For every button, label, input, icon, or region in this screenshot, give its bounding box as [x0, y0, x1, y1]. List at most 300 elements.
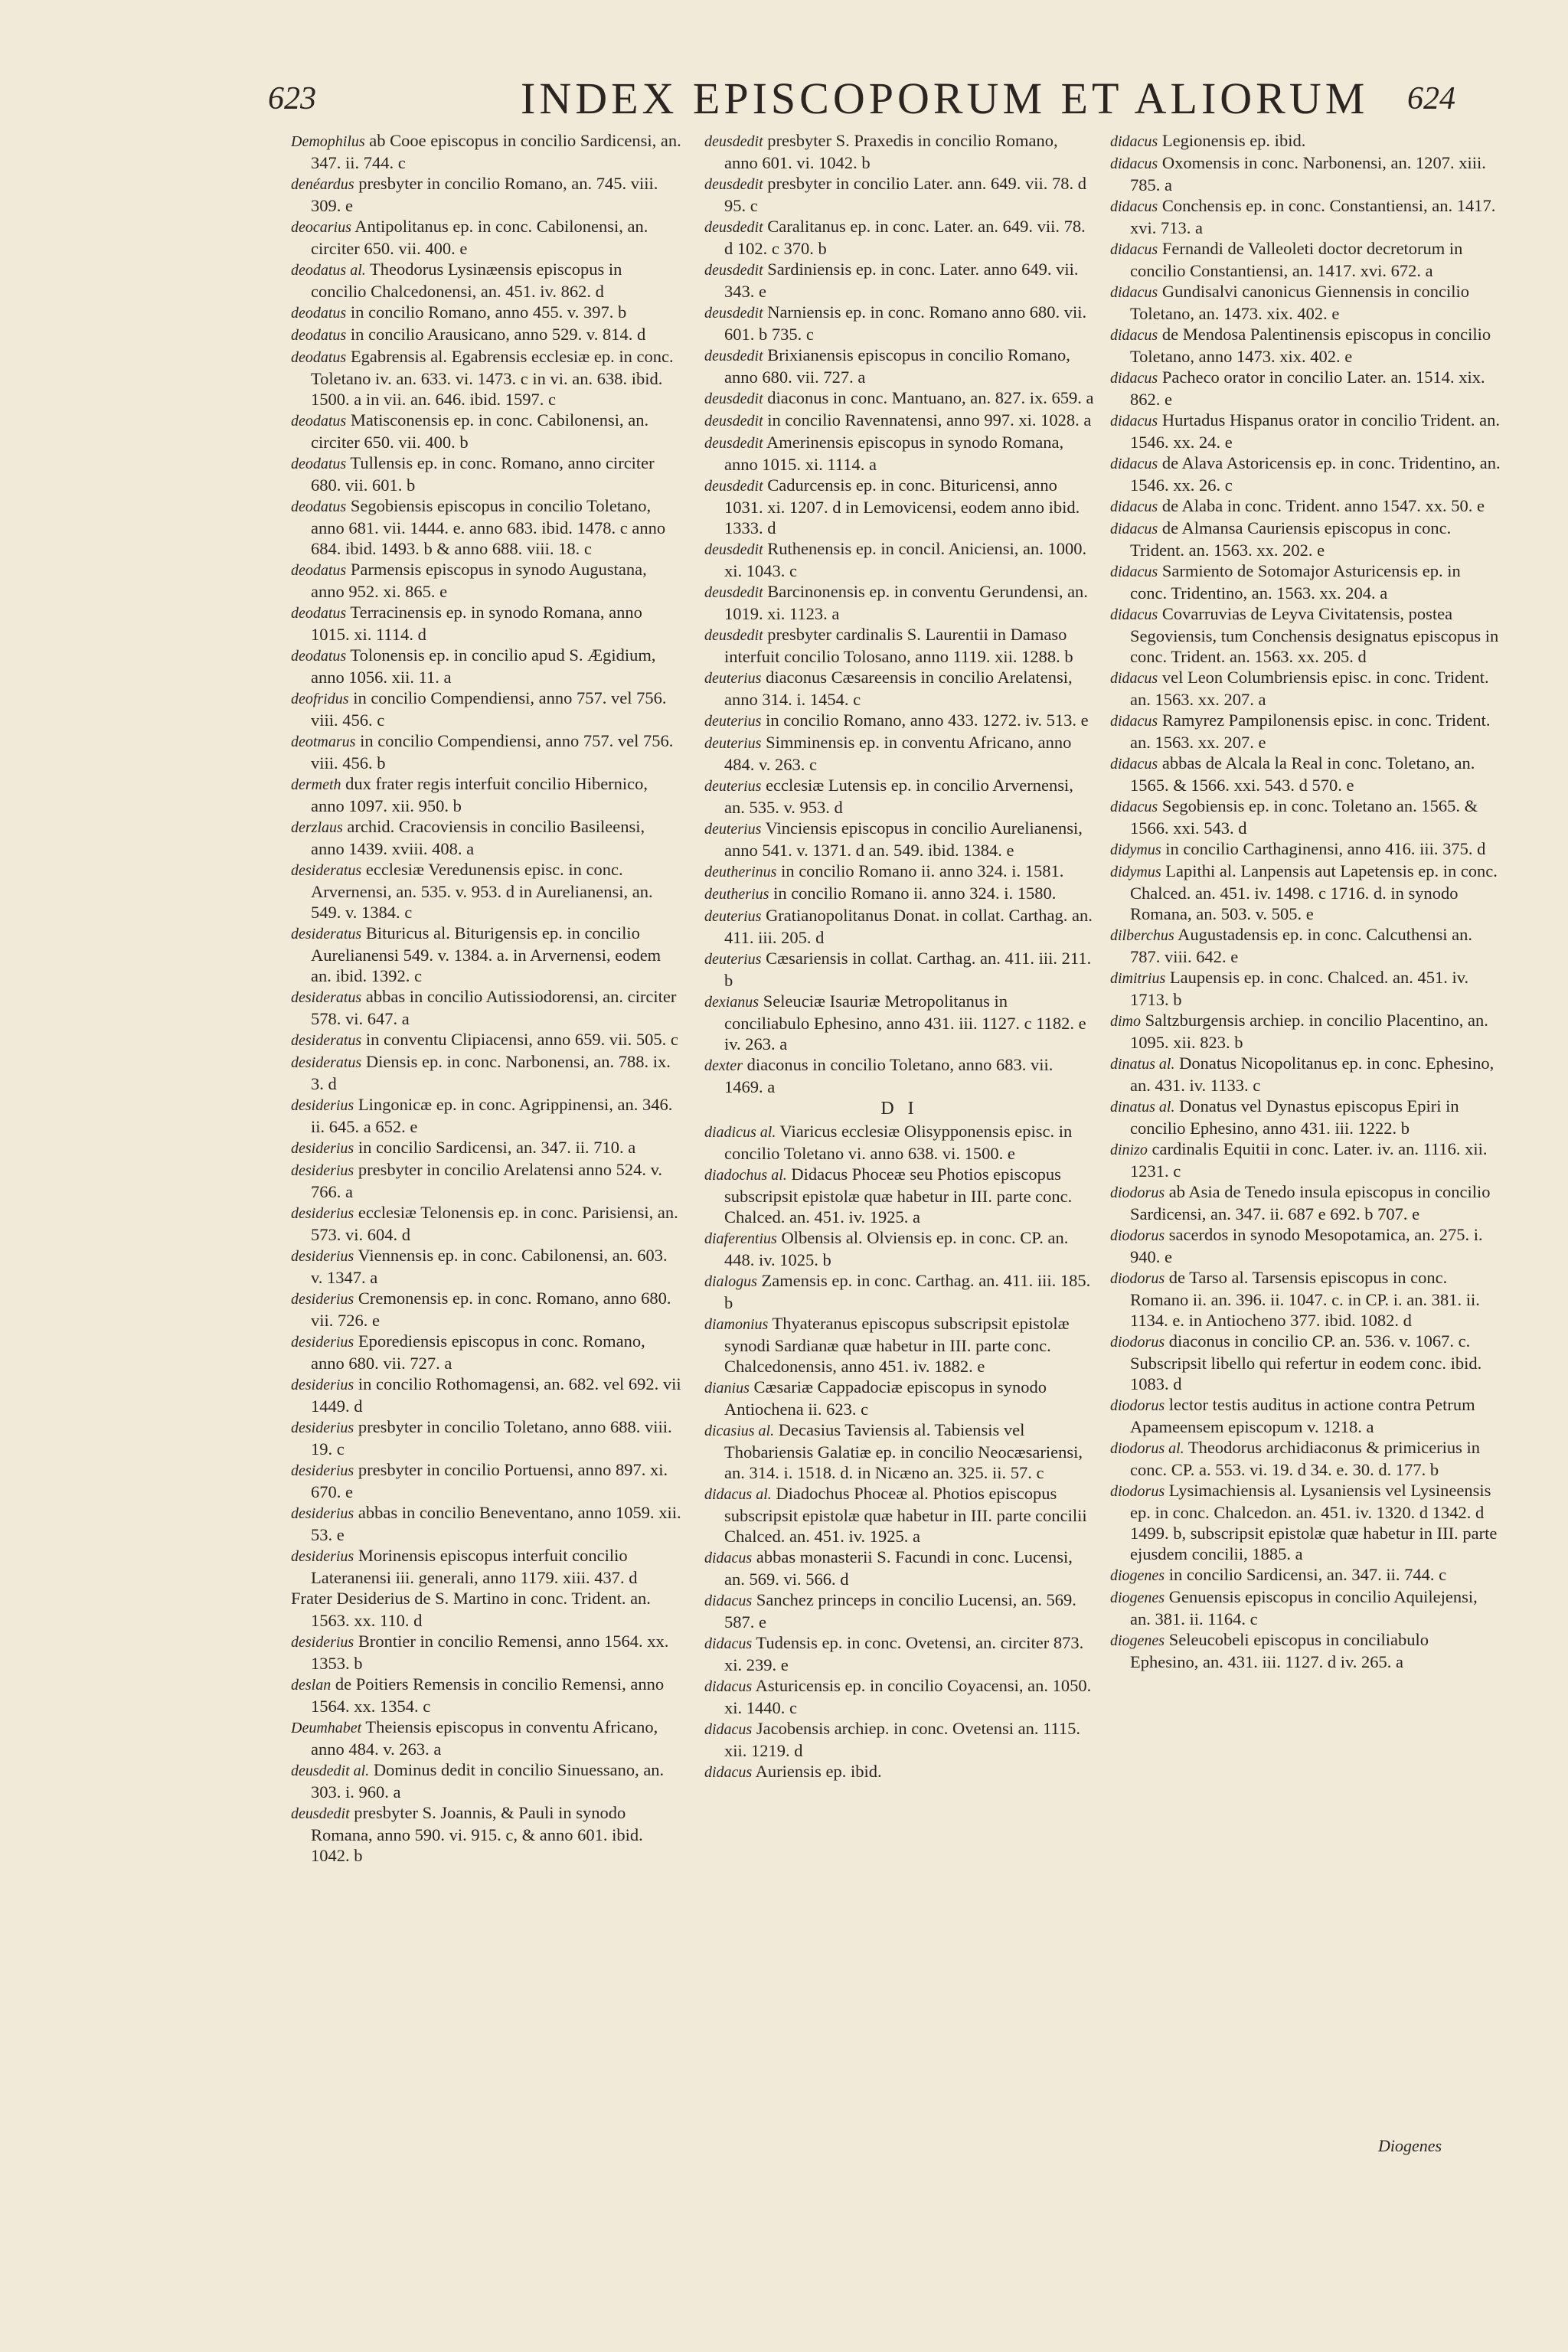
entry-text: Didacus Phoceæ seu Photios episcopus subscripsit epistolæ quæ habetur in III. parte conc. Chalced. an. 451. iv. 1925. a [724, 1165, 1073, 1227]
entry-text: Tullensis ep. in conc. Romano, anno circiter 680. vii. 601. b [311, 453, 655, 495]
entry-name: diamonius [704, 1316, 769, 1333]
entry-name: deodatus al. [291, 262, 366, 279]
entry-name: didacus [1110, 713, 1158, 730]
index-entry [1110, 1480, 1501, 1564]
entry-text: Ramyrez Pampilonensis episc. in conc. Trident. an. 1563. xx. 207. e [1130, 710, 1491, 752]
entry-name: deusdedit [704, 176, 763, 193]
entry-text: Narniensis ep. in conc. Romano anno 680. vii. 601. b 735. c [724, 302, 1087, 344]
index-entry [1110, 1053, 1501, 1096]
entry-text: Egabrensis al. Egabrensis ecclesiæ ep. in conc. Toletano iv. an. 633. vi. 1473. c in vi. an. 638. ibid. 1500. a in vii. an. 646. ibid. 1597. c [311, 347, 674, 409]
entry-text: Vinciensis episcopus in concilio Aurelianensi, anno 541. v. 1371. d an. 549. ibid. 1384. e [724, 818, 1083, 860]
index-entry [1110, 495, 1501, 518]
index-entry [704, 1761, 1095, 1783]
entry-name: didacus [1110, 327, 1158, 344]
entry-name: deusdedit [704, 541, 763, 558]
entry-text: Diensis ep. in conc. Narbonensi, an. 788. ix. 3. d [311, 1052, 671, 1093]
entry-name: didacus [1110, 155, 1158, 172]
entry-text: presbyter in concilio Arelatensi anno 524. v. 766. a [311, 1160, 663, 1201]
entry-text: Brixianensis episcopus in concilio Romano, anno 680. vii. 727. a [724, 345, 1070, 387]
entry-name: dinatus al. [1110, 1056, 1175, 1073]
index-entry [1110, 1267, 1501, 1331]
index-entry [291, 816, 681, 859]
index-entry [704, 1313, 1095, 1377]
index-entry [1110, 1138, 1501, 1181]
index-entry [704, 1270, 1095, 1313]
entry-text: presbyter S. Joannis, & Pauli in synodo Romana, anno 590. vi. 915. c, & anno 601. ibid. 1042. b [311, 1803, 643, 1865]
entry-name: deusdedit [704, 133, 763, 150]
index-entry [704, 1632, 1095, 1675]
entry-text: Viaricus ecclesiæ Olisypponensis episc. in concilio Toletano vi. anno 638. vi. 1500. e [724, 1122, 1073, 1163]
entry-name: desiderius [291, 1140, 354, 1157]
entry-text: Diadochus Phoceæ al. Photios episcopus subscripsit epistolæ quæ habetur in III. parte concilii Chalced. an. 451. iv. 1925. a [724, 1484, 1087, 1546]
entry-text: in concilio Compendiensi, anno 757. vel 756. viii. 456. c [311, 688, 667, 730]
entry-text: Lapithi al. Lanpensis aut Lapetensis ep. in conc. Chalced. an. 451. iv. 1498. c 1716. d. in synodo Romana, an. 503. v. 505. e [1130, 861, 1498, 923]
entry-name: didacus [1110, 521, 1158, 537]
entry-name: deodatus [291, 413, 347, 430]
entry-text: Decasius Taviensis al. Tabiensis vel Thobariensis Galatiæ ep. in concilio Neocæsariensi, an. 314. i. 1518. d. in Nicæno an. 325. ii. 57. c [724, 1420, 1083, 1482]
entry-name: dimo [1110, 1013, 1141, 1030]
entry-name: didymus [1110, 841, 1161, 858]
index-entry [1110, 195, 1501, 238]
entry-text: vel Leon Columbriensis episc. in conc. Trident. an. 1563. xx. 207. a [1130, 668, 1489, 709]
entry-text: Antipolitanus ep. in conc. Cabilonensi, an. circiter 650. vii. 400. e [311, 217, 648, 258]
entry-name: dinizo [1110, 1142, 1148, 1158]
entry-name: diodorus [1110, 1397, 1165, 1414]
index-entry [704, 732, 1095, 775]
entry-name: desiderius [291, 1462, 354, 1479]
entry-name: deodatus [291, 605, 347, 622]
entry-name: didacus [1110, 670, 1158, 687]
index-entry [704, 1227, 1095, 1270]
index-entry [1110, 130, 1501, 152]
entry-text: diaconus in conc. Mantuano, an. 827. ix. 659. a [763, 388, 1094, 407]
index-entry [704, 130, 1095, 173]
page-header [0, 73, 1568, 134]
index-entry [291, 1288, 681, 1331]
index-entry [1110, 1586, 1501, 1629]
entry-name: deuterius [704, 713, 762, 730]
index-entry [291, 1094, 681, 1137]
entry-text: Donatus vel Dynastus episcopus Epiri in concilio Ephesino, anno 431. iii. 1222. b [1130, 1096, 1459, 1138]
entry-name: didacus [704, 1635, 753, 1652]
entry-name: deutherius [704, 886, 769, 903]
index-entry [291, 773, 681, 816]
entry-name: diodorus [1110, 1270, 1165, 1287]
index-entry [704, 216, 1095, 259]
entry-name: deodatus [291, 456, 347, 472]
index-entry [1110, 1394, 1501, 1437]
index-entry [704, 475, 1095, 538]
entry-name: deodatus [291, 349, 347, 366]
entry-text: Sanchez princeps in concilio Lucensi, an. 569. 587. e [724, 1590, 1076, 1632]
index-entry [291, 1374, 681, 1416]
entry-name: desideratus [291, 862, 362, 879]
entry-name: deusdedit [704, 305, 763, 322]
index-entry [1110, 967, 1501, 1010]
index-entry [291, 130, 681, 173]
index-entry [291, 302, 681, 324]
entry-text: Segobiensis episcopus in concilio Toletano, anno 681. vii. 1444. e. anno 683. ibid. 1478. c anno 684. ibid. 1493. b & anno 688. viii. 18. c [311, 496, 666, 558]
entry-name: deodatus [291, 305, 347, 322]
index-entry [1110, 410, 1501, 452]
entry-text: abbas in concilio Autissiodorensi, an. circiter 578. vi. 647. a [311, 987, 677, 1028]
index-entry [704, 818, 1095, 861]
entry-name: deusdedit [704, 219, 763, 236]
entry-name: desiderius [291, 1205, 354, 1222]
index-entry [704, 1589, 1095, 1632]
entry-name: deuterius [704, 908, 762, 925]
entry-name: deusdedit [704, 627, 763, 644]
entry-name: deodatus [291, 498, 347, 515]
entry-text: Sardiniensis ep. in conc. Later. anno 649. vii. 343. e [724, 260, 1079, 301]
index-entry [704, 259, 1095, 302]
entry-name: deofridus [291, 691, 349, 707]
entry-name: deuterius [704, 778, 762, 795]
entry-name: deodatus [291, 327, 347, 344]
page-number-left: 623 [268, 81, 316, 116]
entry-text: ecclesiæ Lutensis ep. in concilio Arvernensi, an. 535. v. 953. d [724, 776, 1073, 817]
entry-text: in concilio Romano, anno 433. 1272. iv. 513. e [761, 710, 1089, 730]
entry-text: Segobiensis ep. in conc. Toletano an. 1565. & 1566. xxi. 543. d [1130, 796, 1478, 838]
entry-text: Gratianopolitanus Donat. in collat. Carthag. an. 411. iii. 205. d [724, 906, 1093, 947]
entry-name: diodorus [1110, 1483, 1165, 1500]
index-entry [704, 948, 1095, 991]
entry-text: Seleucobeli episcopus in conciliabulo Ephesino, an. 431. iii. 1127. d iv. 265. a [1130, 1630, 1429, 1671]
entry-text: ab Cooe episcopus in concilio Sardicensi, an. 347. ii. 744. c [311, 131, 681, 172]
entry-name: dimitrius [1110, 970, 1166, 987]
index-entry [704, 861, 1095, 883]
entry-name: deotmarus [291, 733, 356, 750]
entry-text: presbyter in concilio Toletano, anno 688. viii. 19. c [311, 1417, 672, 1459]
index-entry [291, 495, 681, 559]
index-entry [1110, 795, 1501, 838]
index-entry [1110, 452, 1501, 495]
entry-text: diaconus in concilio CP. an. 536. v. 1067. c. Subscripsit libello qui refertur in eodem conc. ibid. 1083. d [1130, 1331, 1482, 1393]
index-entry [1110, 1010, 1501, 1053]
entry-text: Simminensis ep. in conventu Africano, anno 484. v. 263. c [724, 733, 1072, 774]
entry-text: Tudensis ep. in conc. Ovetensi, an. circiter 873. xi. 239. e [724, 1633, 1084, 1674]
index-entry [291, 1416, 681, 1459]
index-entry [704, 1675, 1095, 1718]
index-entry [291, 1631, 681, 1674]
index-entry [704, 1483, 1095, 1547]
entry-name: desiderius [291, 1334, 354, 1351]
entry-text: abbas monasterii S. Facundi in conc. Lucensi, an. 569. vi. 566. d [724, 1547, 1073, 1589]
entry-text: Cæsariæ Cappadociæ episcopus in synodo Antiochena ii. 623. c [724, 1377, 1047, 1419]
entry-text: presbyter in concilio Romano, an. 745. viii. 309. e [311, 174, 658, 215]
index-entry [1110, 1181, 1501, 1224]
entry-name: deusdedit al. [291, 1762, 370, 1779]
entry-text: Saltzburgensis archiep. in concilio Placentino, an. 1095. xii. 823. b [1130, 1011, 1488, 1052]
index-entry [1110, 1564, 1501, 1586]
index-entry [1110, 1096, 1501, 1138]
index-entry [291, 1674, 681, 1717]
entry-text: Tolonensis ep. in concilio apud S. Ægidium, anno 1056. xii. 11. a [311, 645, 656, 687]
entry-name: desiderius [291, 1162, 354, 1179]
entry-name: didacus [1110, 456, 1158, 472]
entry-name: didacus [1110, 413, 1158, 430]
entry-text: lector testis auditus in actione contra Petrum Apameensem episcopum v. 1218. a [1130, 1395, 1475, 1436]
entry-name: deslan [291, 1677, 332, 1694]
entry-name: diogenes [1110, 1632, 1165, 1649]
index-entry [1110, 152, 1501, 195]
entry-name: didacus [1110, 370, 1158, 387]
entry-name: desiderius [291, 1548, 354, 1565]
index-entry [704, 1377, 1095, 1419]
entry-text: de Mendosa Palentinensis episcopus in concilio Toletano, anno 1473. xix. 402. e [1130, 325, 1491, 366]
index-entry [291, 1137, 681, 1159]
entry-name: dilberchus [1110, 927, 1174, 944]
entry-text: Caralitanus ep. in conc. Later. an. 649. vii. 78. d 102. c 370. b [724, 217, 1086, 258]
index-entry [291, 452, 681, 495]
entry-text: in conventu Clipiacensi, anno 659. vii. 505. c [361, 1030, 678, 1049]
entry-name: deusdedit [704, 262, 763, 279]
index-entry [1110, 560, 1501, 603]
entry-name: dexianus [704, 994, 760, 1011]
index-column-3 [1110, 130, 1501, 2151]
entry-text: Bituricus al. Biturigensis ep. in concilio Aurelianensi 549. v. 1384. a. in Arvernensi, eodem an. ibid. 1392. c [311, 923, 662, 985]
entry-name: desiderius [291, 1291, 354, 1308]
index-entry [1110, 753, 1501, 795]
entry-name: desiderius [291, 1634, 354, 1651]
entry-text: in concilio Sardicensi, an. 347. ii. 710. a [354, 1138, 636, 1157]
index-entry [291, 1459, 681, 1502]
entry-name: didacus [1110, 756, 1158, 773]
index-entry [704, 1164, 1095, 1227]
entry-name: didymus [1110, 864, 1161, 880]
entry-text: ecclesiæ Veredunensis episc. in conc. Arvernensi, an. 535. v. 953. d in Aurelianensi, an. 549. v. 1384. c [311, 860, 653, 922]
entry-name: dialogus [704, 1273, 757, 1290]
entry-name: diogenes [1110, 1589, 1165, 1606]
entry-text: Conchensis ep. in conc. Constantiensi, an. 1417. xvi. 713. a [1130, 196, 1496, 237]
entry-text: Fernandi de Valleoleti doctor decretorum in concilio Constantiensi, an. 1417. xvi. 672. a [1130, 239, 1463, 280]
index-entry [291, 688, 681, 730]
index-entry [1110, 1331, 1501, 1394]
entry-text: Viennensis ep. in conc. Cabilonensi, an. 603. v. 1347. a [311, 1246, 668, 1287]
index-entry [1110, 838, 1501, 861]
index-entry [704, 345, 1095, 387]
index-entry [291, 645, 681, 688]
index-entry [1110, 667, 1501, 710]
entry-text: Covarruvias de Leyva Civitatensis, postea Segoviensis, tum Conchensis designatus episcopus in conc. Trident. an. 1563. xx. 205. d [1130, 604, 1499, 666]
index-entry [704, 1547, 1095, 1589]
index-entry [291, 923, 681, 986]
index-entry [291, 1202, 681, 1245]
index-entry [291, 986, 681, 1029]
index-entry [1110, 1629, 1501, 1672]
entry-text: Morinensis episcopus interfuit concilio Lateranensi iii. generali, anno 1179. xiii. 437. d [311, 1546, 638, 1587]
entry-name: diadicus al. [704, 1124, 776, 1141]
entry-text: Ruthenensis ep. in concil. Aniciensi, an. 1000. xi. 1043. c [724, 539, 1087, 580]
entry-name: didacus [1110, 284, 1158, 301]
entry-name: didacus [1110, 606, 1158, 623]
entry-text: Dominus dedit in concilio Sinuessano, an. 303. i. 960. a [311, 1760, 665, 1802]
entry-text: sacerdos in synodo Mesopotamica, an. 275. i. 940. e [1130, 1225, 1483, 1266]
index-entry [704, 905, 1095, 948]
entry-name: desiderius [291, 1248, 354, 1265]
index-entry [704, 410, 1095, 432]
index-entry [291, 1545, 681, 1588]
entry-text: ecclesiæ Telonensis ep. in conc. Parisiensi, an. 573. vi. 604. d [311, 1203, 678, 1244]
index-entry [704, 624, 1095, 667]
entry-name: didacus [1110, 498, 1158, 515]
index-entry [1110, 238, 1501, 281]
entry-text: Matisconensis ep. in conc. Cabilonensi, an. circiter 650. vii. 400. b [311, 410, 649, 452]
entry-text: in concilio Romano ii. anno 324. i. 1580. [769, 884, 1057, 903]
section-heading: D I [880, 1099, 919, 1119]
entry-text: cardinalis Equitii in conc. Later. iv. an. 1116. xii. 1231. c [1130, 1139, 1488, 1181]
entry-text: Genuensis episcopus in concilio Aquilejensi, an. 381. ii. 1164. c [1130, 1587, 1478, 1628]
index-entry [704, 1121, 1095, 1164]
entry-name: desiderius [291, 1505, 354, 1522]
entry-text: Zamensis ep. in conc. Carthag. an. 411. iii. 185. b [724, 1271, 1091, 1312]
entry-name: denéardus [291, 176, 354, 193]
entry-text: Augustadensis ep. in conc. Calcuthensi an. 787. viii. 642. e [1130, 925, 1473, 966]
entry-name: deodatus [291, 648, 347, 665]
entry-text: Eporediensis episcopus in conc. Romano, anno 680. vii. 727. a [311, 1331, 645, 1373]
index-entry [704, 667, 1095, 710]
entry-name: derzlaus [291, 819, 343, 836]
entry-text: presbyter in concilio Portuensi, anno 897. xi. 670. e [311, 1460, 668, 1501]
entry-text: Brontier in concilio Remensi, anno 1564. xx. 1353. b [311, 1632, 669, 1673]
entry-text: Lysimachiensis al. Lysaniensis vel Lysineensis ep. in conc. Chalcedon. an. 451. iv. 1320. d 1342. d 1499. b, subscripsit epistolæ quæ habetur in III. parte ejusdem concilii, 1885. a [1130, 1481, 1498, 1563]
entry-text: presbyter S. Praxedis in concilio Romano, anno 601. vi. 1042. b [724, 131, 1058, 172]
index-entry [291, 859, 681, 923]
index-entry [704, 1718, 1095, 1761]
entry-name: diogenes [1110, 1567, 1165, 1584]
entry-name: didacus [704, 1764, 753, 1781]
entry-text: in concilio Rothomagensi, an. 682. vel 692. vii 1449. d [311, 1374, 681, 1416]
entry-text: Oxomensis in conc. Narbonensi, an. 1207. xiii. 785. a [1130, 153, 1486, 194]
entry-text: presbyter in concilio Later. ann. 649. vii. 78. d 95. c [724, 174, 1087, 215]
entry-text: abbas in concilio Beneventano, anno 1059. xii. 53. e [311, 1503, 681, 1544]
entry-text: Gundisalvi canonicus Giennensis in concilio Toletano, an. 1473. xix. 402. e [1130, 282, 1470, 323]
index-entry [291, 1029, 681, 1051]
entry-text: Laupensis ep. in conc. Chalced. an. 451. iv. 1713. b [1130, 968, 1469, 1009]
index-column-1 [291, 130, 681, 2151]
entry-name: deodatus [291, 562, 347, 579]
entry-text: diaconus in concilio Toletano, anno 683. vii. 1469. a [724, 1055, 1054, 1096]
index-entry [291, 730, 681, 773]
entry-name: dexter [704, 1057, 743, 1074]
entry-name: Deumhabet [291, 1720, 362, 1736]
index-entry [291, 559, 681, 602]
entry-name: deuterius [704, 670, 762, 687]
index-entry [704, 775, 1095, 818]
index-entry [291, 173, 681, 216]
entry-text: Frater Desiderius de S. Martino in conc. Trident. an. 1563. xx. 110. d [291, 1589, 651, 1630]
entry-name: dermeth [291, 776, 341, 793]
index-entry [704, 1419, 1095, 1483]
entry-text: presbyter cardinalis S. Laurentii in Damaso interfuit concilio Tolosano, anno 1119. xii. 1288. b [724, 625, 1073, 666]
index-entry [1110, 710, 1501, 753]
index-entry [1110, 603, 1501, 667]
entry-text: in concilio Carthaginensi, anno 416. iii. 375. d [1161, 839, 1486, 858]
entry-name: deusdedit [704, 435, 763, 452]
index-entry [704, 710, 1095, 732]
entry-text: Jacobensis archiep. in conc. Ovetensi an. 1115. xii. 1219. d [724, 1719, 1081, 1760]
entry-text: Theiensis episcopus in conventu Africano, anno 484. v. 263. a [311, 1717, 658, 1759]
entry-text: Thyateranus episcopus subscripsit epistolæ synodi Sardianæ quæ habetur in III. parte conc. Chalcedonensis, anno 451. iv. 1882. e [724, 1314, 1070, 1376]
entry-name: didacus [1110, 799, 1158, 815]
index-entry [291, 216, 681, 259]
entry-name: didacus [704, 1721, 753, 1738]
catchword: Diogenes [1378, 2136, 1442, 2155]
index-entry [704, 581, 1095, 624]
entry-text: Terracinensis ep. in synodo Romana, anno 1015. xi. 1114. d [311, 603, 642, 644]
entry-name: dicasius al. [704, 1423, 775, 1439]
entry-name: deusdedit [291, 1805, 350, 1822]
entry-name: diodorus [1110, 1227, 1165, 1244]
index-entry [291, 1802, 681, 1866]
entry-text: in concilio Sardicensi, an. 347. ii. 744. c [1165, 1565, 1447, 1584]
index-entry [291, 1502, 681, 1545]
entry-name: didacus [704, 1550, 753, 1566]
entry-name: diodorus [1110, 1334, 1165, 1351]
entry-name: diodorus [1110, 1184, 1165, 1201]
entry-text: de Almansa Cauriensis episcopus in conc. Trident. an. 1563. xx. 202. e [1130, 518, 1452, 560]
entry-text: Parmensis episcopus in synodo Augustana, anno 952. xi. 865. e [311, 560, 647, 601]
entry-text: Cæsariensis in collat. Carthag. an. 411. iii. 211. b [724, 949, 1092, 990]
entry-name: didacus [1110, 241, 1158, 258]
entry-name: deuterius [704, 821, 762, 838]
entry-name: desideratus [291, 1054, 362, 1071]
entry-text: ab Asia de Tenedo insula episcopus in concilio Sardicensi, an. 347. ii. 687 e 692. b 707. e [1130, 1182, 1491, 1223]
entry-name: didacus [704, 1678, 753, 1695]
entry-text: archid. Cracoviensis in concilio Basileensi, anno 1439. xviii. 408. a [311, 817, 645, 858]
index-entry [1110, 324, 1501, 367]
index-entry [704, 173, 1095, 216]
index-entry [704, 538, 1095, 581]
index-entry [291, 602, 681, 645]
entry-name: didacus [704, 1592, 753, 1609]
entry-name: deusdedit [704, 390, 763, 407]
index-entry [1110, 518, 1501, 560]
entry-text: de Tarso al. Tarsensis episcopus in conc. Romano ii. an. 396. ii. 1047. c. in CP. i. an. 381. ii. 1134. e. in Antiocheno 377. ibid. 1082. d [1130, 1268, 1480, 1330]
entry-name: deusdedit [704, 348, 763, 364]
index-entry [1110, 367, 1501, 410]
entry-text: abbas de Alcala la Real in conc. Toletano, an. 1565. & 1566. xxi. 543. d 570. e [1130, 753, 1475, 795]
entry-text: in concilio Romano, anno 455. v. 397. b [346, 302, 627, 322]
entry-name: desideratus [291, 1032, 362, 1049]
index-entry [291, 324, 681, 346]
entry-text: de Alava Astoricensis ep. in conc. Tridentino, an. 1546. xx. 26. c [1130, 453, 1501, 495]
entry-name: deusdedit [704, 584, 763, 601]
page-title: INDEX EPISCOPORUM ET ALIORUM [521, 74, 1369, 123]
index-entry [704, 1054, 1095, 1097]
index-entry [291, 1051, 681, 1094]
entry-name: diadochus al. [704, 1167, 787, 1184]
index-entry [1110, 1437, 1501, 1480]
entry-name: desideratus [291, 989, 362, 1006]
entry-text: Cadurcensis ep. in conc. Bituricensi, anno 1031. xi. 1207. d in Lemovicensi, eodem anno ibid. 1333. d [724, 475, 1080, 537]
index-columns [291, 130, 1531, 2151]
entry-text: Barcinonensis ep. in conventu Gerundensi, an. 1019. xi. 1123. a [724, 582, 1088, 623]
index-entry [291, 1588, 681, 1631]
index-entry [291, 1159, 681, 1202]
entry-name: didacus [1110, 564, 1158, 580]
entry-name: deuterius [704, 735, 762, 752]
entry-text: Seleuciæ Isauriæ Metropolitanus in conciliabulo Ephesino, anno 431. iii. 1127. c 1182. e iv. 263. a [724, 991, 1086, 1054]
entry-text: Sarmiento de Sotomajor Asturicensis ep. in conc. Tridentino, an. 1563. xx. 204. a [1130, 561, 1461, 603]
index-entry [704, 432, 1095, 475]
entry-text: in concilio Romano ii. anno 324. i. 1581. [776, 861, 1064, 880]
entry-text: de Alaba in conc. Trident. anno 1547. xx. 50. e [1158, 496, 1485, 515]
index-entry [291, 1759, 681, 1802]
entry-name: Demophilus [291, 133, 365, 150]
entry-text: Pacheco orator in concilio Later. an. 1514. xix. 862. e [1130, 368, 1485, 409]
entry-name: diaferentius [704, 1230, 777, 1247]
